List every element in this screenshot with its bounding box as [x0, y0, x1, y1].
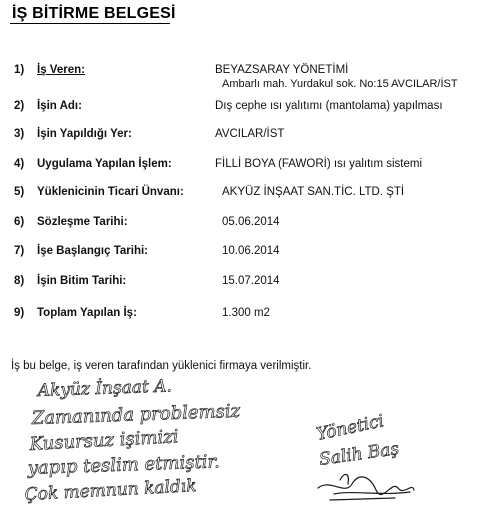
- row-number: 2): [14, 100, 25, 112]
- row-label: İşin Yapıldığı Yer:: [37, 128, 132, 140]
- row-number: 6): [14, 216, 25, 228]
- row-value: 10.06.2014: [222, 245, 280, 257]
- row-number: 9): [14, 307, 25, 319]
- row-value: AKYÜZ İNŞAAT SAN.TİC. LTD. ŞTİ: [222, 186, 405, 198]
- row-number: 5): [14, 186, 25, 198]
- row-number: 1): [14, 64, 25, 76]
- row-label: İşin Bitim Tarihi:: [37, 275, 127, 287]
- issuance-note: İş bu belge, iş veren tarafından yüklenici firmaya verilmiştir.: [11, 360, 312, 372]
- handwritten-line: Çok memnun kaldık: [24, 476, 198, 505]
- handwritten-line: Zamanında problemsiz: [31, 400, 241, 429]
- row-value: BEYAZSARAY YÖNETİMİ: [215, 64, 349, 76]
- row-label: Yüklenicinin Ticari Ünvanı:: [37, 186, 184, 198]
- row-value: FİLLİ BOYA (FAWORİ) ısı yalıtım sistemi: [215, 158, 423, 170]
- handwritten-line: yapıp teslim etmiştir.: [27, 451, 221, 479]
- employer-address: Ambarlı mah. Yurdakul sok. No:15 AVCILAR/İST: [222, 78, 458, 90]
- document-title: İŞ BİTİRME BELGESİ: [12, 5, 176, 22]
- row-label: İşin Adı:: [37, 100, 82, 112]
- row-value: 05.06.2014: [222, 216, 280, 228]
- signature-name: Salih Baş: [317, 438, 401, 470]
- row-number: 3): [14, 128, 25, 140]
- signature-scribble: [318, 474, 414, 500]
- row-label: Uygulama Yapılan İşlem:: [37, 158, 172, 170]
- handwritten-line: Kusursuz işimizi: [29, 426, 179, 455]
- signature-title: Yönetici: [314, 411, 386, 445]
- row-label: İş Veren:: [37, 64, 85, 76]
- row-label: İşe Başlangıç Tarihi:: [37, 245, 148, 257]
- row-number: 8): [14, 275, 25, 287]
- row-value: 15.07.2014: [222, 275, 280, 287]
- row-number: 4): [14, 158, 25, 170]
- handwritten-line: Akyüz İnşaat A.: [37, 376, 173, 401]
- row-label: Toplam Yapılan İş:: [37, 307, 137, 319]
- row-label: Sözleşme Tarihi:: [37, 216, 128, 228]
- row-number: 7): [14, 245, 25, 257]
- row-value: Dış cephe ısı yalıtımı (mantolama) yapılması: [215, 100, 443, 112]
- row-value: 1.300 m2: [222, 307, 270, 319]
- row-value: AVCILAR/İST: [215, 128, 285, 140]
